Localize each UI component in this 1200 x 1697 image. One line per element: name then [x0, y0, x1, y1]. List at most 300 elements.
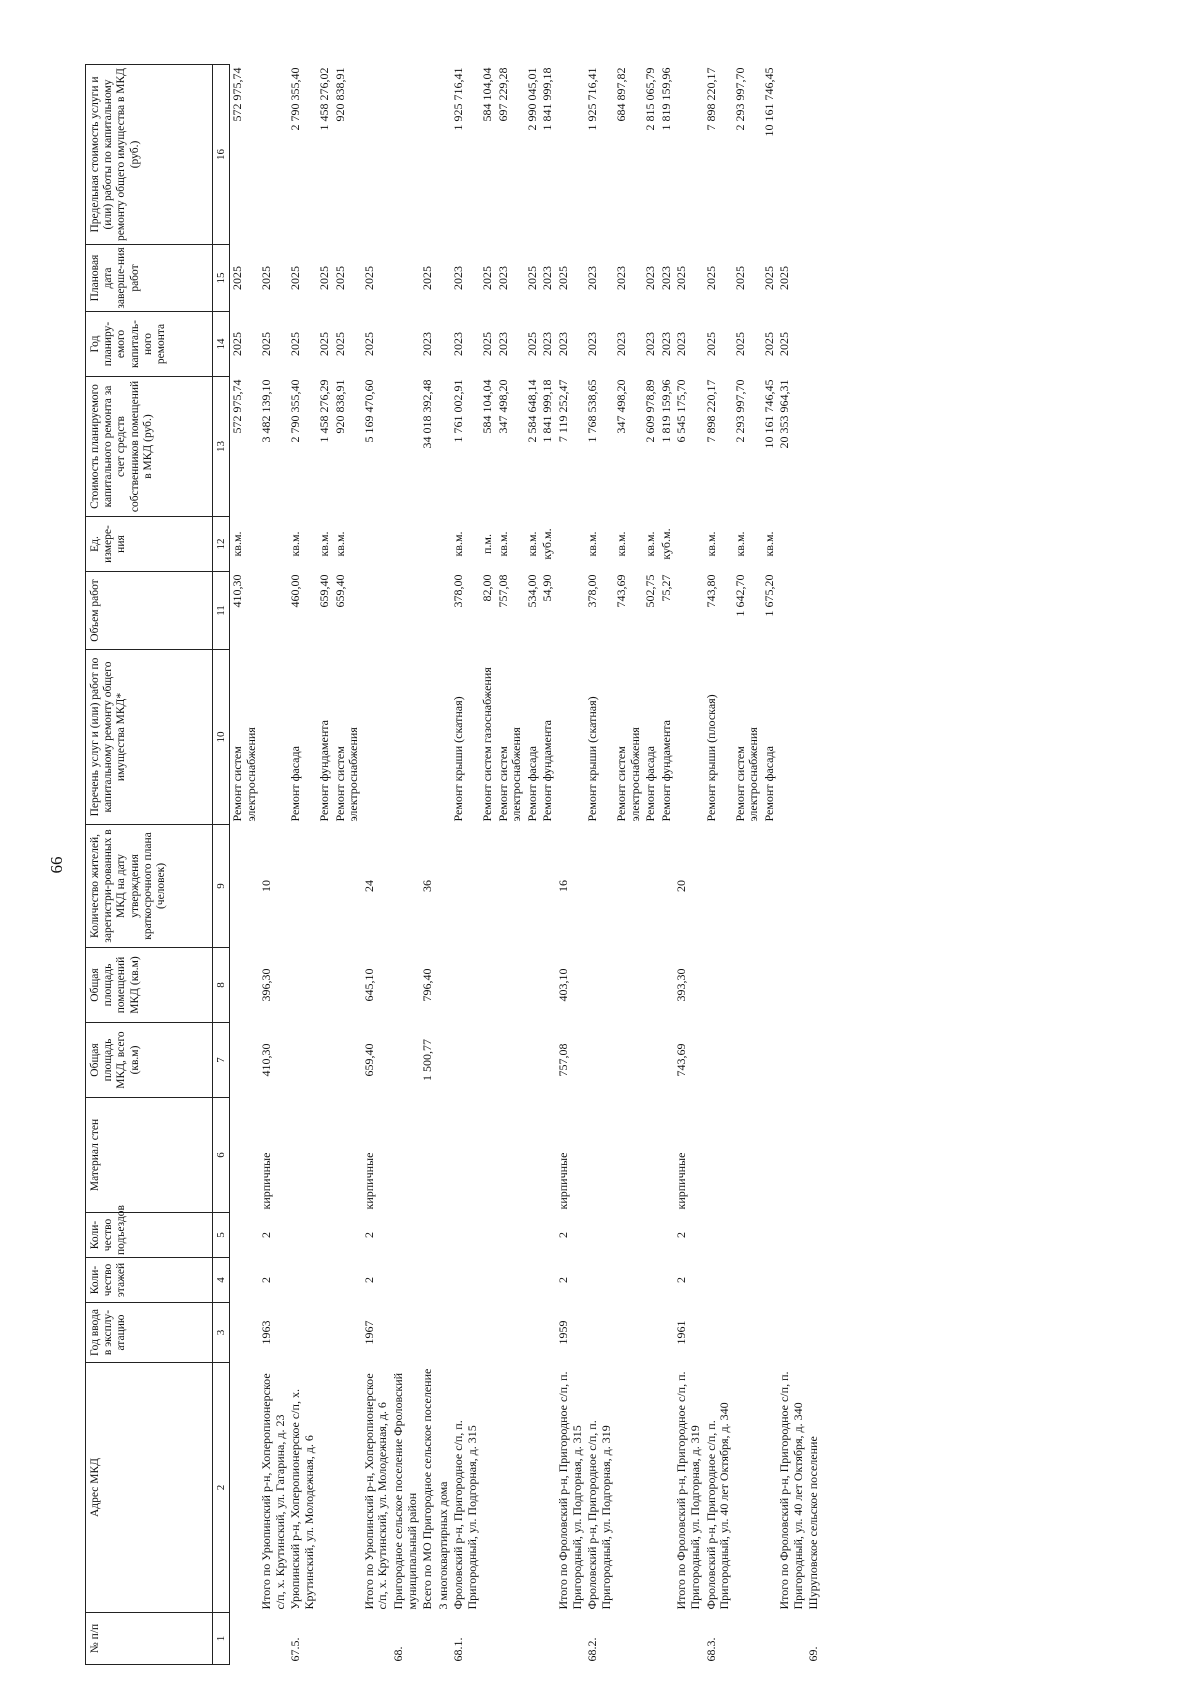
table-cell: Ремонт фундамента	[658, 720, 673, 822]
table-cell: 2025	[761, 266, 776, 290]
table-cell: 36	[420, 880, 435, 892]
table-cell	[230, 1613, 260, 1665]
table-cell: Ремонт фундамента	[317, 720, 332, 822]
table-cell	[540, 1098, 556, 1213]
table-cell	[762, 1303, 778, 1363]
table-cell: 1959	[556, 1320, 571, 1345]
table-cell: Шуруповское сельское поселение	[806, 1436, 821, 1610]
table-cell: кв.м.	[703, 531, 718, 557]
table-cell	[643, 1613, 659, 1665]
table-cell	[333, 1258, 362, 1303]
table-cell: 347 498,20	[495, 379, 510, 434]
table-cell	[391, 517, 420, 572]
table-cell: 410,30	[259, 1043, 274, 1077]
table-cell	[643, 1363, 659, 1613]
table-cell	[391, 1303, 420, 1363]
table-cell: 2 790 355,40	[288, 379, 303, 443]
table-cell	[451, 1213, 480, 1258]
table-cell	[362, 650, 391, 825]
table-cell	[436, 1023, 452, 1098]
table-cell	[436, 245, 452, 312]
table-cell	[585, 1258, 614, 1303]
table-cell: 2023	[495, 332, 510, 356]
table-cell: 2025	[556, 266, 571, 290]
table-cell	[480, 1213, 496, 1258]
column-number-15: 15	[213, 245, 230, 312]
table-cell: 2	[361, 1277, 376, 1283]
table-cell	[259, 517, 288, 572]
table-cell	[585, 825, 614, 948]
table-cell	[556, 517, 585, 572]
table-cell: 659,40	[317, 574, 332, 608]
table-cell	[436, 825, 452, 948]
table-cell: Ремонт систем электроснабжения	[230, 727, 258, 822]
table-cell	[806, 1303, 822, 1363]
table-cell	[496, 948, 525, 1023]
table-cell: 757,08	[556, 1043, 571, 1077]
table-cell: 1961	[674, 1320, 689, 1345]
table-cell	[317, 1303, 333, 1363]
header-cell-6: Материал стен	[86, 1098, 213, 1213]
table-cell	[674, 517, 703, 572]
table-cell	[391, 1258, 420, 1303]
table-cell	[733, 1363, 762, 1613]
table-cell: 20	[674, 880, 689, 892]
table-cell	[674, 1613, 703, 1665]
table-cell	[525, 1258, 541, 1303]
table-cell: 2025	[524, 266, 539, 290]
table-cell	[777, 1613, 806, 1665]
table-cell	[659, 1303, 675, 1363]
table-cell: Ремонт крыши (скатная)	[451, 696, 466, 822]
table-cell	[436, 1213, 452, 1258]
table-cell	[556, 650, 585, 825]
table-cell: 1 841 999,18	[540, 379, 555, 443]
table-cell	[659, 1098, 675, 1213]
table-cell: Фроловский р-н, Пригородное с/п, п. Пригородный, ул. Подгорная, д. 315	[451, 1420, 479, 1610]
table-cell	[391, 572, 420, 650]
column-number-7: 7	[213, 1023, 230, 1098]
table-cell	[391, 650, 420, 825]
table-row	[704, 65, 733, 1665]
table-cell	[436, 1613, 452, 1665]
table-cell	[806, 65, 822, 245]
table-cell	[674, 650, 703, 825]
table-cell: 2023	[420, 332, 435, 356]
table-cell	[259, 65, 288, 245]
table-cell	[540, 948, 556, 1023]
table-cell	[288, 1213, 317, 1258]
table-row	[733, 65, 762, 1665]
column-number-11: 11	[213, 572, 230, 650]
table-cell	[230, 1303, 260, 1363]
table-cell: 743,69	[674, 1043, 689, 1077]
table-cell	[451, 948, 480, 1023]
table-cell: кв.м.	[451, 531, 466, 557]
table-cell	[704, 1023, 733, 1098]
table-cell: 3 482 139,10	[259, 379, 274, 443]
header-cell-5: Коли-чество подъездов	[86, 1213, 213, 1258]
table-cell: кв.м.	[614, 531, 629, 557]
table-cell	[806, 312, 822, 377]
table-cell: Ремонт систем электроснабжения	[495, 727, 524, 822]
table-cell	[806, 1258, 822, 1303]
table-row	[391, 65, 420, 1665]
table-cell: Урюпинский р-н, Хоперопионерское с/п, х. Крутинский, ул. Молодежная, д. 6	[288, 1389, 316, 1610]
table-cell: 2	[361, 1232, 376, 1238]
table-cell: 2025	[332, 266, 347, 290]
table-cell: 69.	[806, 1646, 821, 1662]
table-cell	[762, 1258, 778, 1303]
table-cell	[362, 1613, 391, 1665]
header-cell-8: Общая площадь помещений МКД (кв.м)	[86, 948, 213, 1023]
table-cell: 2025	[259, 266, 274, 290]
table-cell	[480, 948, 496, 1023]
column-number-13: 13	[213, 377, 230, 517]
table-row	[674, 65, 703, 1665]
table-cell: Итого по Урюпинский р-н, Хоперопионерское с/п, х. Крутинский, ул. Молодежная, д. 6	[361, 1373, 390, 1610]
table-cell	[733, 825, 762, 948]
table-cell	[585, 1213, 614, 1258]
table-cell	[556, 1613, 585, 1665]
table-cell	[762, 948, 778, 1023]
table-cell: 2023	[495, 266, 510, 290]
table-body	[230, 65, 822, 1665]
table-cell	[540, 1613, 556, 1665]
table-cell	[436, 948, 452, 1023]
table-cell: 6 545 175,70	[674, 379, 689, 443]
table-cell: 2023	[556, 332, 571, 356]
table-cell: 2 293 997,70	[732, 67, 747, 131]
table-row	[643, 65, 659, 1665]
table-row	[436, 65, 452, 1665]
table-cell	[496, 1613, 525, 1665]
column-number-4: 4	[213, 1258, 230, 1303]
table-cell	[317, 1363, 333, 1613]
table-cell	[480, 1363, 496, 1613]
table-row	[496, 65, 525, 1665]
table-cell: кв.м.	[732, 531, 747, 557]
table-cell	[230, 1363, 260, 1613]
table-cell	[362, 572, 391, 650]
table-cell	[777, 65, 806, 245]
table-cell	[659, 825, 675, 948]
table-cell	[643, 1303, 659, 1363]
table-cell: Ремонт фасада	[643, 746, 658, 822]
table-row	[230, 65, 260, 1665]
table-cell: Ремонт систем электроснабжения	[732, 727, 761, 822]
table-cell: Ремонт фасада	[761, 746, 776, 822]
rotated-page	[45, 65, 1165, 1665]
table-cell: 10 161 746,45	[761, 379, 776, 449]
table-cell	[659, 948, 675, 1023]
table-cell: 2023	[540, 266, 555, 290]
table-cell: 2025	[230, 332, 244, 356]
table-cell: 54,90	[540, 574, 555, 602]
table-cell	[451, 1098, 480, 1213]
table-cell	[777, 1303, 806, 1363]
table-cell: Ремонт крыши (скатная)	[585, 696, 600, 822]
table-cell: 1963	[259, 1320, 274, 1345]
table-cell: кв.м.	[230, 531, 244, 557]
table-cell: 1 675,20	[761, 574, 776, 617]
table-cell	[496, 1213, 525, 1258]
table-cell	[451, 1023, 480, 1098]
column-number-row	[213, 65, 230, 1665]
table-cell	[420, 517, 436, 572]
table-cell: 2 584 648,14	[524, 379, 539, 443]
table-cell	[391, 65, 420, 245]
table-cell	[643, 1098, 659, 1213]
table-cell	[288, 1303, 317, 1363]
table-cell	[317, 1613, 333, 1665]
table-cell: 920 838,91	[332, 379, 347, 434]
table-cell	[733, 1613, 762, 1665]
table-cell	[762, 1613, 778, 1665]
table-header	[86, 65, 230, 1665]
table-cell	[806, 1098, 822, 1213]
table-cell	[333, 1023, 362, 1098]
column-number-3: 3	[213, 1303, 230, 1363]
table-cell: куб.м.	[540, 528, 555, 560]
table-cell	[733, 1213, 762, 1258]
table-cell: 2025	[259, 332, 274, 356]
table-row	[317, 65, 333, 1665]
table-cell	[704, 948, 733, 1023]
table-cell	[704, 1258, 733, 1303]
table-cell	[317, 948, 333, 1023]
table-cell	[420, 650, 436, 825]
table-cell: 10	[259, 880, 274, 892]
table-cell	[585, 1023, 614, 1098]
table-cell: Ремонт систем газоснабжения	[480, 667, 495, 822]
table-cell	[614, 1613, 643, 1665]
table-cell	[777, 517, 806, 572]
table-cell	[806, 825, 822, 948]
table-cell: 2	[259, 1232, 274, 1238]
table-cell: Фроловский р-н, Пригородное с/п, п. Пригородный, ул. 40 лет Октября, д. 340	[703, 1402, 732, 1610]
table-cell: 24	[361, 880, 376, 892]
table-cell: 2025	[361, 332, 376, 356]
table-cell: 34 018 392,48	[420, 379, 435, 449]
table-cell	[333, 948, 362, 1023]
table-cell	[659, 1023, 675, 1098]
table-cell	[391, 1023, 420, 1098]
table-cell	[391, 245, 420, 312]
table-cell	[614, 1098, 643, 1213]
table-cell: 460,00	[288, 574, 303, 608]
table-cell	[659, 1363, 675, 1613]
table-row	[288, 65, 317, 1665]
table-cell	[525, 1213, 541, 1258]
table-cell	[391, 1213, 420, 1258]
table-cell	[704, 1303, 733, 1363]
table-cell	[806, 1023, 822, 1098]
table-cell	[525, 948, 541, 1023]
table-cell: кирпичные	[259, 1152, 274, 1210]
table-cell: 67.5.	[288, 1637, 303, 1662]
table-cell: 2025	[703, 332, 718, 356]
table-cell: 7 898 220,17	[703, 67, 718, 131]
table-cell: кв.м.	[495, 531, 510, 557]
column-number-5: 5	[213, 1213, 230, 1258]
table-cell	[333, 825, 362, 948]
table-cell	[436, 650, 452, 825]
table-cell	[362, 65, 391, 245]
table-cell: 1 841 999,18	[540, 67, 555, 131]
table-cell: 5 169 470,60	[361, 379, 376, 443]
table-cell: 2025	[332, 332, 347, 356]
table-cell	[259, 572, 288, 650]
table-cell	[762, 1363, 778, 1613]
table-cell: 2	[556, 1277, 571, 1283]
table-cell: Пригородное сельское поселение Фроловский муниципальный район	[391, 1372, 419, 1610]
column-number-10: 10	[213, 650, 230, 825]
table-cell	[391, 948, 420, 1023]
table-cell	[451, 825, 480, 948]
table-cell: Фроловский р-н, Пригородное с/п, п. Пригородный, ул. Подгорная, д. 319	[585, 1420, 613, 1610]
table-cell: 534,00	[524, 574, 539, 608]
table-cell	[496, 1023, 525, 1098]
table-cell	[777, 825, 806, 948]
table-cell	[777, 1213, 806, 1258]
table-cell: 2 790 355,40	[288, 67, 303, 131]
table-cell: 2025	[420, 266, 435, 290]
table-cell: 347 498,20	[614, 379, 629, 434]
table-cell: 2025	[230, 266, 244, 290]
table-cell	[540, 1258, 556, 1303]
table-row	[659, 65, 675, 1665]
table-cell	[333, 1613, 362, 1665]
table-cell	[288, 1098, 317, 1213]
table-cell	[659, 1258, 675, 1303]
table-cell: 2025	[777, 266, 792, 290]
table-cell: 68.2.	[585, 1637, 600, 1662]
table-cell	[480, 825, 496, 948]
table-row	[420, 65, 436, 1665]
table-cell	[540, 825, 556, 948]
table-cell	[614, 825, 643, 948]
table-cell	[733, 1098, 762, 1213]
table-cell: 7 119 252,47	[556, 379, 571, 443]
table-cell: 82,00	[480, 574, 495, 602]
table-cell: 502,75	[643, 574, 658, 608]
table-cell: Итого по Фроловский р-н, Пригородное с/п, п. Пригородный, ул. 40 лет Октября, д. 340	[777, 1371, 805, 1610]
table-cell: 2023	[614, 266, 629, 290]
table-cell: 2025	[288, 266, 303, 290]
table-cell: кирпичные	[674, 1152, 689, 1210]
table-cell	[496, 1303, 525, 1363]
table-cell: 659,40	[361, 1043, 376, 1077]
table-cell: 697 229,28	[495, 67, 510, 122]
table-cell	[259, 1613, 288, 1665]
table-cell: Всего по МО Пригородное сельское поселение	[420, 1368, 435, 1610]
table-cell	[496, 1363, 525, 1613]
table-cell	[420, 1303, 436, 1363]
column-number-2: 2	[213, 1363, 230, 1613]
table-cell	[777, 572, 806, 650]
table-cell: 2025	[674, 266, 689, 290]
table-cell	[317, 825, 333, 948]
table-cell	[674, 572, 703, 650]
table-cell: 645,10	[361, 968, 376, 1002]
table-cell	[333, 1363, 362, 1613]
table-cell	[496, 1258, 525, 1303]
table-cell: 2025	[732, 266, 747, 290]
table-cell: 2 990 045,01	[524, 67, 539, 131]
table-cell: 2	[674, 1232, 689, 1238]
table-cell	[614, 1363, 643, 1613]
table-cell: Итого по Фроловский р-н, Пригородное с/п, п. Пригородный, ул. Подгорная, д. 315	[556, 1371, 584, 1610]
table-row	[556, 65, 585, 1665]
table-row	[480, 65, 496, 1665]
table-cell	[614, 1258, 643, 1303]
table-cell: 1 925 716,41	[585, 67, 600, 131]
table-cell	[436, 65, 452, 245]
table-cell: 10 161 746,45	[761, 67, 776, 137]
header-cell-9: Количество жителей, зарегистри-рованных в МКД на дату утверждения краткосрочного плана (человек)	[86, 825, 213, 948]
table-cell: 659,40	[332, 574, 347, 608]
table-cell: 2025	[480, 332, 495, 356]
table-cell	[777, 1023, 806, 1098]
table-cell: 1 768 538,65	[585, 379, 600, 443]
table-cell	[288, 1023, 317, 1098]
table-cell	[614, 1023, 643, 1098]
table-cell: 2023	[643, 332, 658, 356]
table-cell	[525, 1613, 541, 1665]
table-cell: 743,80	[703, 574, 718, 608]
table-cell	[333, 1213, 362, 1258]
table-cell: 7 898 220,17	[703, 379, 718, 443]
table-cell: 757,08	[495, 574, 510, 608]
header-cell-1: № п/п	[86, 1613, 213, 1665]
table-cell: кв.м.	[585, 531, 600, 557]
table-cell: 2023	[614, 332, 629, 356]
table-cell	[480, 1023, 496, 1098]
column-number-14: 14	[213, 312, 230, 377]
table-cell	[806, 650, 822, 825]
table-cell: кв.м.	[761, 531, 776, 557]
table-cell	[704, 825, 733, 948]
table-cell: 396,30	[259, 968, 274, 1002]
table-row	[585, 65, 614, 1665]
table-row	[540, 65, 556, 1665]
table-cell	[733, 1023, 762, 1098]
table-cell: 743,69	[614, 574, 629, 608]
header-cell-16: Предельная стоимость услуги и (или) работы по капитальному ремонту общего имущества в МКД (руб.)	[86, 65, 213, 245]
table-cell: 2 293 997,70	[732, 379, 747, 443]
table-cell	[540, 1363, 556, 1613]
table-cell	[525, 1363, 541, 1613]
table-cell	[540, 1023, 556, 1098]
table-cell	[362, 517, 391, 572]
table-cell: 68.	[391, 1646, 406, 1662]
header-cell-2: Адрес МКД	[86, 1363, 213, 1613]
table-cell	[317, 1098, 333, 1213]
table-cell: 572 975,74	[230, 379, 244, 434]
table-cell	[585, 1098, 614, 1213]
table-cell	[288, 825, 317, 948]
table-cell	[659, 1613, 675, 1665]
table-cell: 1 819 159,96	[658, 379, 673, 443]
table-cell: 20 353 964,31	[777, 379, 792, 449]
table-cell: 2023	[643, 266, 658, 290]
header-cell-12: Ед. измере-ния	[86, 517, 213, 572]
table-cell	[420, 1213, 436, 1258]
table-cell	[525, 1023, 541, 1098]
table-cell	[496, 825, 525, 948]
table-row	[451, 65, 480, 1665]
